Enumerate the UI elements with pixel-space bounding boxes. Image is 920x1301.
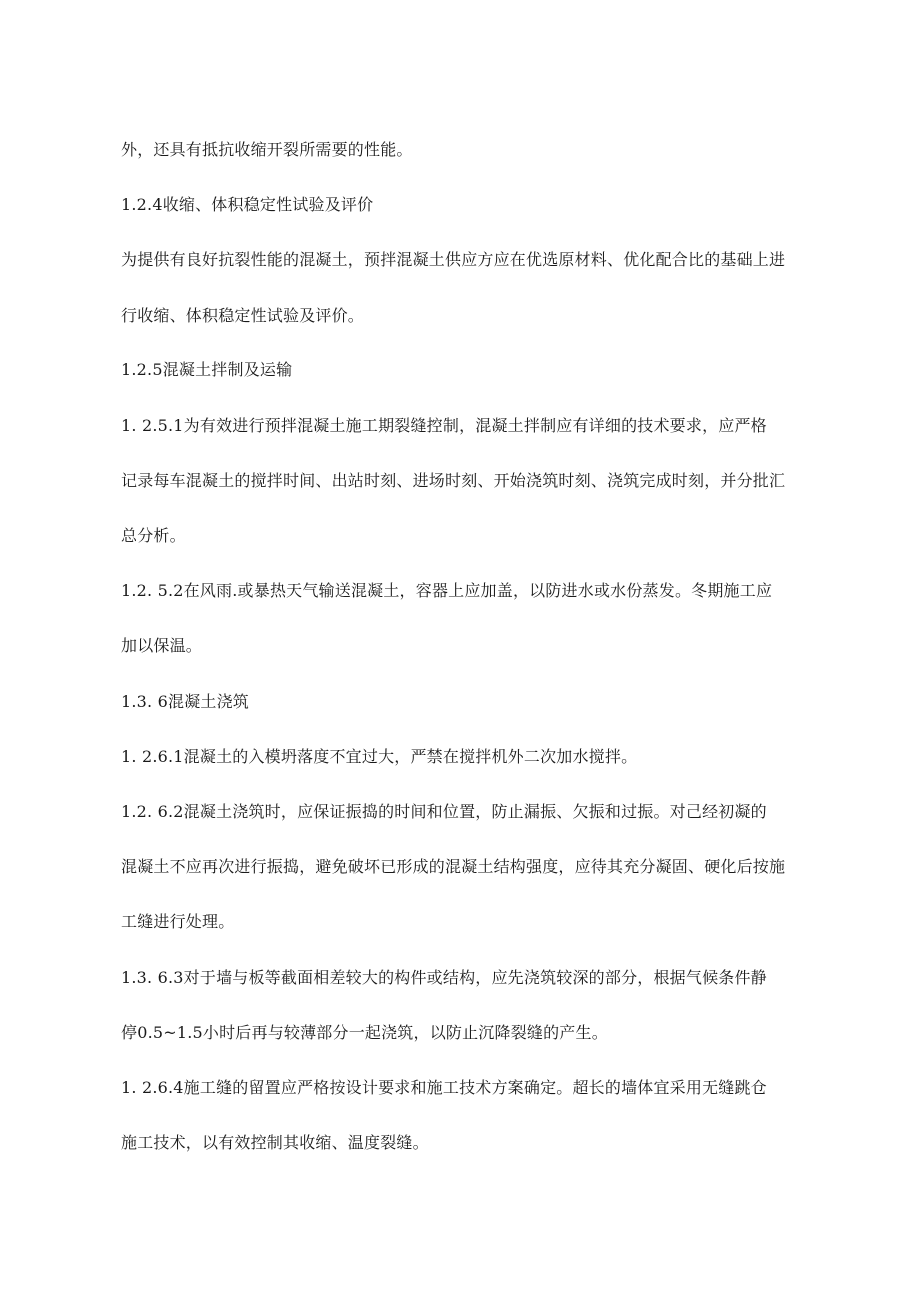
text-line: 加以保温。 [121,636,203,655]
text-line: 1. 2.6.1混凝土的入模坍落度不宜过大，严禁在搅拌机外二次加水搅拌。 [121,747,638,766]
text-line: 1.3. 6.3对于墙与板等截面相差较大的构件或结构，应先浇筑较深的部分，根据气候条件静 [121,968,767,987]
section-heading: 1.2.4收缩、体积稳定性试验及评价 [121,195,374,214]
text-line: 1. 2.5.1为有效进行预拌混凝土施工期裂缝控制，混凝土拌制应有详细的技术要求，应严格 [121,416,767,435]
text-line: 为提供有良好抗裂性能的混凝土，预拌混凝土供应方应在优选原材料、优化配合比的基础上进 [121,250,786,269]
text-line: 记录每车混凝土的搅拌时间、出站时刻、进场时刻、开始浇筑时刻、浇筑完成时刻，并分批汇 [121,471,786,490]
text-line: 工缝进行处理。 [121,912,235,931]
text-line: 1.2. 6.2混凝土浇筑时，应保证振捣的时间和位置，防止漏振、欠振和过振。对己经初凝的 [121,802,767,821]
text-line: 外，还具有抵抗收缩开裂所需要的性能。 [121,140,413,159]
text-line: 1. 2.6.4施工缝的留置应严格按设计要求和施工技术方案确定。超长的墙体宜采用无缝跳仓 [121,1078,767,1097]
text-line: 停0.5~1.5小时后再与较薄部分一起浇筑，以防止沉降裂缝的产生。 [121,1023,608,1042]
section-heading: 1.2.5混凝土拌制及运输 [121,360,293,379]
text-line: 行收缩、体积稳定性试验及评价。 [121,306,365,325]
text-line: 总分析。 [121,526,186,545]
section-heading: 1.3. 6混凝土浇筑 [121,692,249,711]
text-line: 1.2. 5.2在风雨.或暴热天气输送混凝土，容器上应加盖，以防进水或水份蒸发。冬期施工应 [121,581,773,600]
text-line: 施工技术，以有效控制其收缩、温度裂缝。 [121,1133,429,1152]
text-line: 混凝土不应再次进行振捣，避免破坏已形成的混凝土结构强度，应待其充分凝固、硬化后按施 [121,857,786,876]
